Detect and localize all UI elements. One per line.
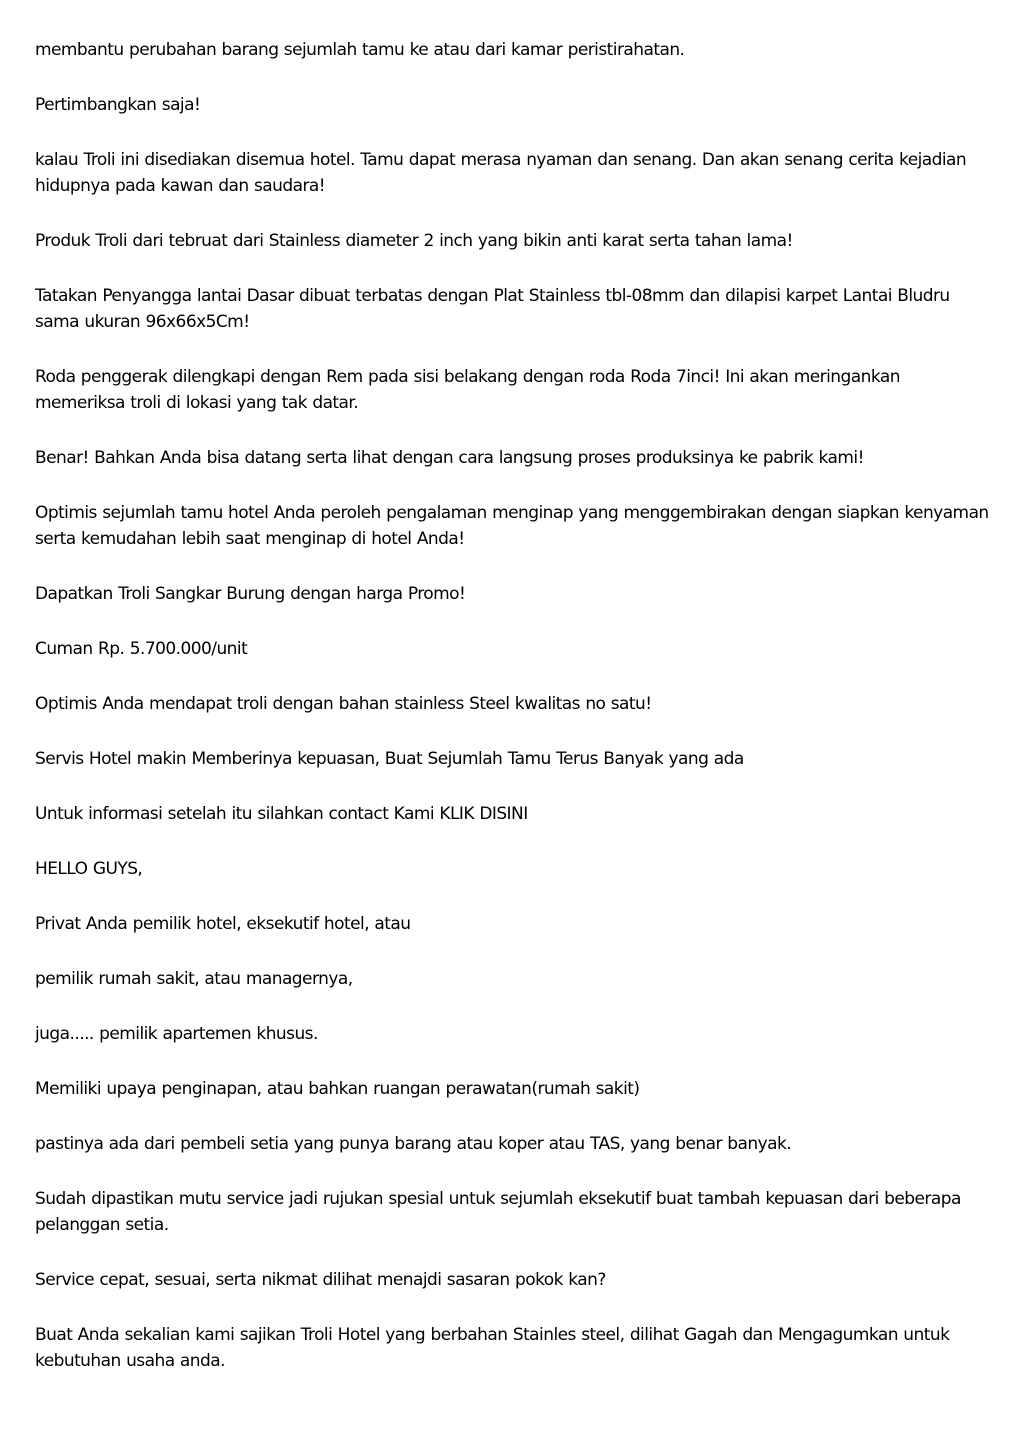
paragraph-20: Sudah dipastikan mutu service jadi rujukan spesial untuk sejumlah eksekutif buat tambah kepuasan dari beberapa pelanggan setia. [35, 1189, 961, 1235]
paragraph-3: kalau Troli ini disediakan disemua hotel. Tamu dapat merasa nyaman dan senang. Dan akan senang cerita kejadian hidupnya pada kawan dan saudara! [35, 150, 967, 196]
paragraph-22: Buat Anda sekalian kami sajikan Troli Hotel yang berbahan Stainles steel, dilihat Gagah dan Mengagumkan untuk kebutuhan usaha anda. [35, 1325, 950, 1371]
paragraph-2: Pertimbangkan saja! [35, 95, 201, 115]
paragraph-11: Optimis Anda mendapat troli dengan bahan stainless Steel kwalitas no satu! [35, 694, 652, 714]
paragraph-19: pastinya ada dari pembeli setia yang punya barang atau koper atau TAS, yang benar banyak. [35, 1134, 792, 1154]
paragraph-6: Roda penggerak dilengkapi dengan Rem pada sisi belakang dengan roda Roda 7inci! Ini akan meringankan memeriksa troli di lokasi yang tak datar. [35, 367, 900, 413]
paragraph-5: Tatakan Penyangga lantai Dasar dibuat terbatas dengan Plat Stainless tbl-08mm dan dilapisi karpet Lantai Bludru sama ukuran 96x66x5Cm! [35, 286, 950, 332]
paragraph-12: Servis Hotel makin Memberinya kepuasan, Buat Sejumlah Tamu Terus Banyak yang ada [35, 749, 744, 769]
price-paragraph: Cuman Rp. 5.700.000/unit [35, 639, 248, 659]
paragraph-16: pemilik rumah sakit, atau managernya, [35, 969, 353, 989]
contact-paragraph: Untuk informasi setelah itu silahkan contact Kami KLIK DISINI [35, 804, 528, 824]
greeting-paragraph: HELLO GUYS, [35, 859, 143, 879]
paragraph-17: juga..... pemilik apartemen khusus. [35, 1024, 318, 1044]
paragraph-8: Optimis sejumlah tamu hotel Anda peroleh pengalaman menginap yang menggembirakan dengan siapkan kenyaman serta kemudahan lebih saat menginap di hotel Anda! [35, 503, 989, 549]
paragraph-4: Produk Troli dari tebruat dari Stainless diameter 2 inch yang bikin anti karat serta tahan lama! [35, 231, 793, 251]
paragraph-21: Service cepat, sesuai, serta nikmat dilihat menajdi sasaran pokok kan? [35, 1270, 606, 1290]
paragraph-9: Dapatkan Troli Sangkar Burung dengan harga Promo! [35, 584, 466, 604]
paragraph-1: membantu perubahan barang sejumlah tamu ke atau dari kamar peristirahatan. [35, 40, 685, 60]
document-body [35, 37, 995, 1403]
paragraph-7: Benar! Bahkan Anda bisa datang serta lihat dengan cara langsung proses produksinya ke pabrik kami! [35, 448, 864, 468]
paragraph-18: Memiliki upaya penginapan, atau bahkan ruangan perawatan(rumah sakit) [35, 1079, 640, 1099]
paragraph-15: Privat Anda pemilik hotel, eksekutif hotel, atau [35, 914, 411, 934]
